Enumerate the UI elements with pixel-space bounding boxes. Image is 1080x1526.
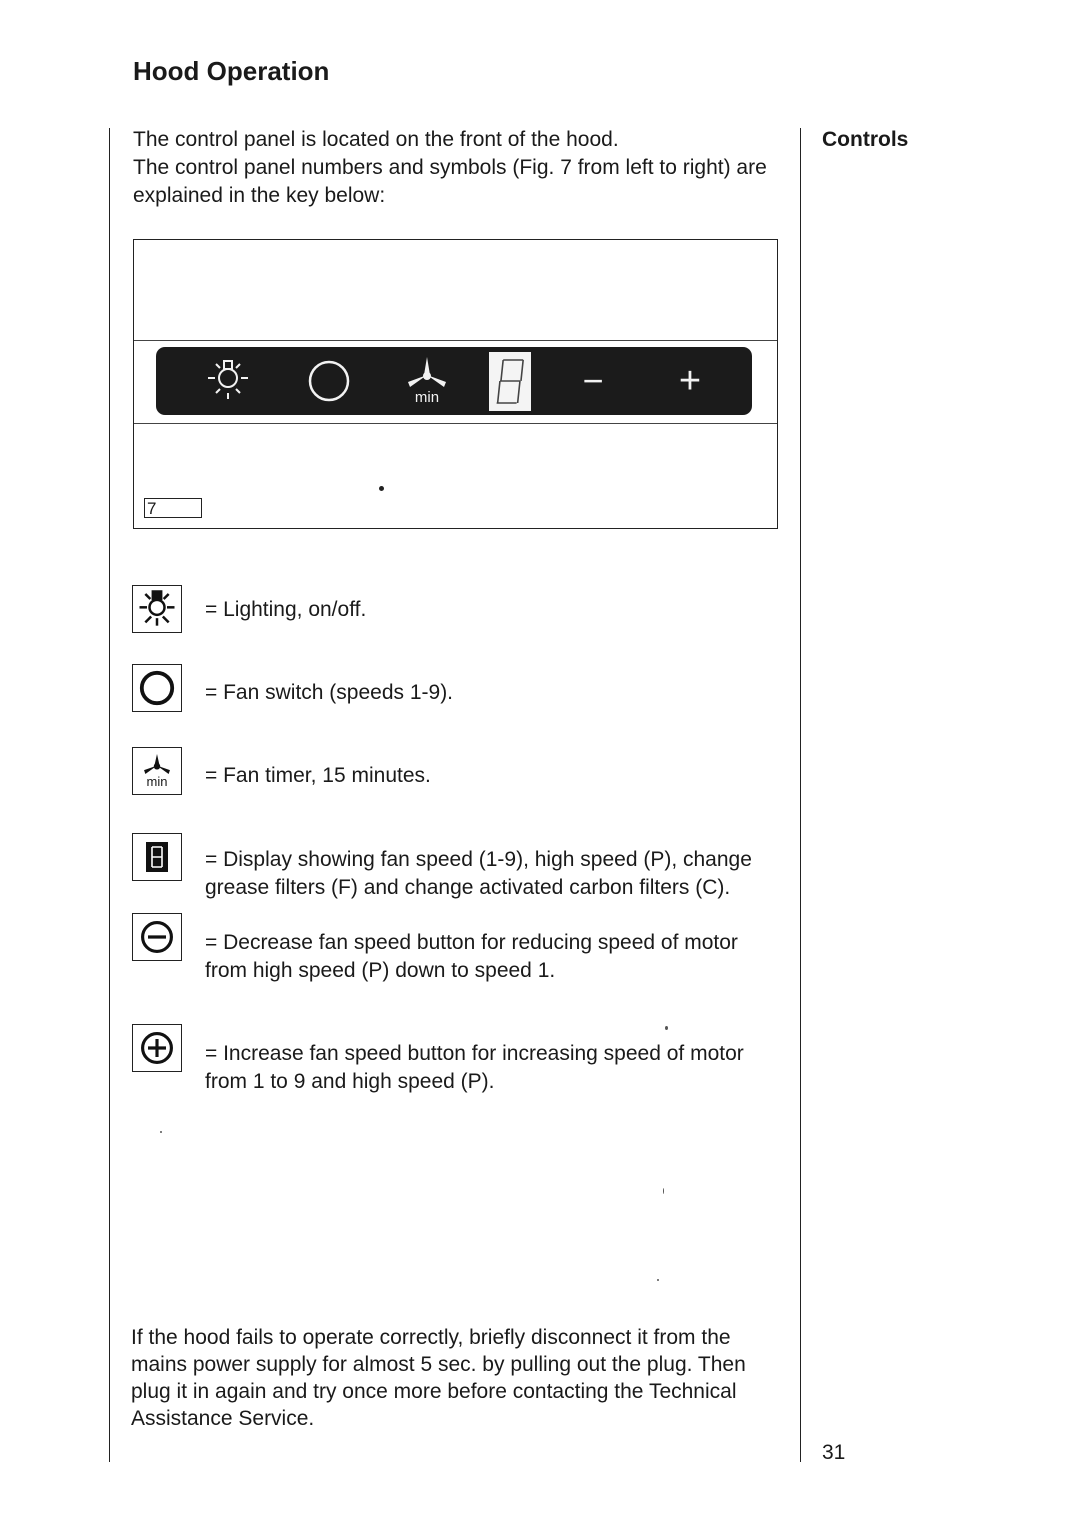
scan-speck: [657, 1279, 659, 1281]
intro-line-2: The control panel numbers and symbols (Fig. 7 from left to right) are explained in the key below:: [133, 156, 767, 207]
light-icon: [137, 587, 177, 631]
key-minus-text: = Decrease fan speed button for reducing speed of motor from high speed (P) down to speed 1.: [205, 931, 738, 982]
control-panel-figure: [133, 239, 778, 529]
scan-speck: [665, 1026, 668, 1030]
panel-light-button[interactable]: [200, 353, 256, 409]
right-column-rule: [800, 128, 801, 1462]
key-fan-timer-box: [132, 747, 182, 795]
key-display-text: = Display showing fan speed (1-9), high speed (P), change grease filters (F) and change activated carbon filters (C).: [205, 848, 752, 899]
left-column-rule: [109, 128, 110, 1462]
figure-dot: [379, 486, 384, 491]
fan-timer-icon: [407, 357, 447, 391]
panel-fan-switch-button[interactable]: [301, 353, 357, 409]
key-fan-timer-text: = Fan timer, 15 minutes.: [205, 764, 431, 787]
seven-segment-icon: [489, 352, 531, 411]
light-icon: [204, 355, 252, 407]
intro-line-1: The control panel is located on the front of the hood.: [133, 128, 619, 151]
plus-symbol: +: [678, 359, 702, 402]
key-light-text: = Lighting, on/off.: [205, 598, 367, 621]
minus-symbol: −: [582, 360, 604, 401]
key-display-box: [132, 833, 182, 881]
plus-circle-icon: [139, 1030, 175, 1066]
figure-rule-top: [134, 340, 777, 341]
key-plus-box: [132, 1024, 182, 1072]
key-plus-text: = Increase fan speed button for increasing speed of motor from 1 to 9 and high speed (P).: [205, 1042, 744, 1093]
control-panel: [156, 347, 752, 415]
panel-fan-timer-button[interactable]: [399, 353, 455, 409]
page-title: Hood Operation: [133, 56, 330, 86]
key-min-label: min: [146, 774, 168, 789]
panel-display: [489, 352, 531, 411]
intro-text: [133, 126, 793, 210]
panel-plus-button[interactable]: [662, 353, 718, 409]
fan-switch-icon: [305, 357, 353, 405]
key-fan-switch-text: = Fan switch (speeds 1-9).: [205, 681, 454, 704]
key-minus-box: [132, 913, 182, 961]
scan-speck: [663, 1188, 664, 1194]
page-number: 31: [822, 1441, 846, 1464]
panel-min-label: min: [414, 389, 440, 406]
panel-minus-button[interactable]: [565, 353, 621, 409]
display-icon: [145, 841, 169, 873]
key-fan-switch-box: [132, 664, 182, 712]
fan-switch-icon: [138, 669, 176, 707]
key-light-box: [132, 585, 182, 633]
fan-timer-icon: [143, 754, 171, 776]
figure-rule-bottom: [134, 423, 777, 424]
troubleshooting-text: If the hood fails to operate correctly, briefly disconnect it from the mains power supply for almost 5 sec. by pulling out the plug. Then plug it in again and try once more before contacting the Technical Assistance Service.: [131, 1326, 746, 1430]
minus-circle-icon: [139, 919, 175, 955]
figure-label: 7: [144, 498, 202, 518]
side-heading: Controls: [822, 128, 909, 151]
scan-speck: [160, 1131, 162, 1133]
